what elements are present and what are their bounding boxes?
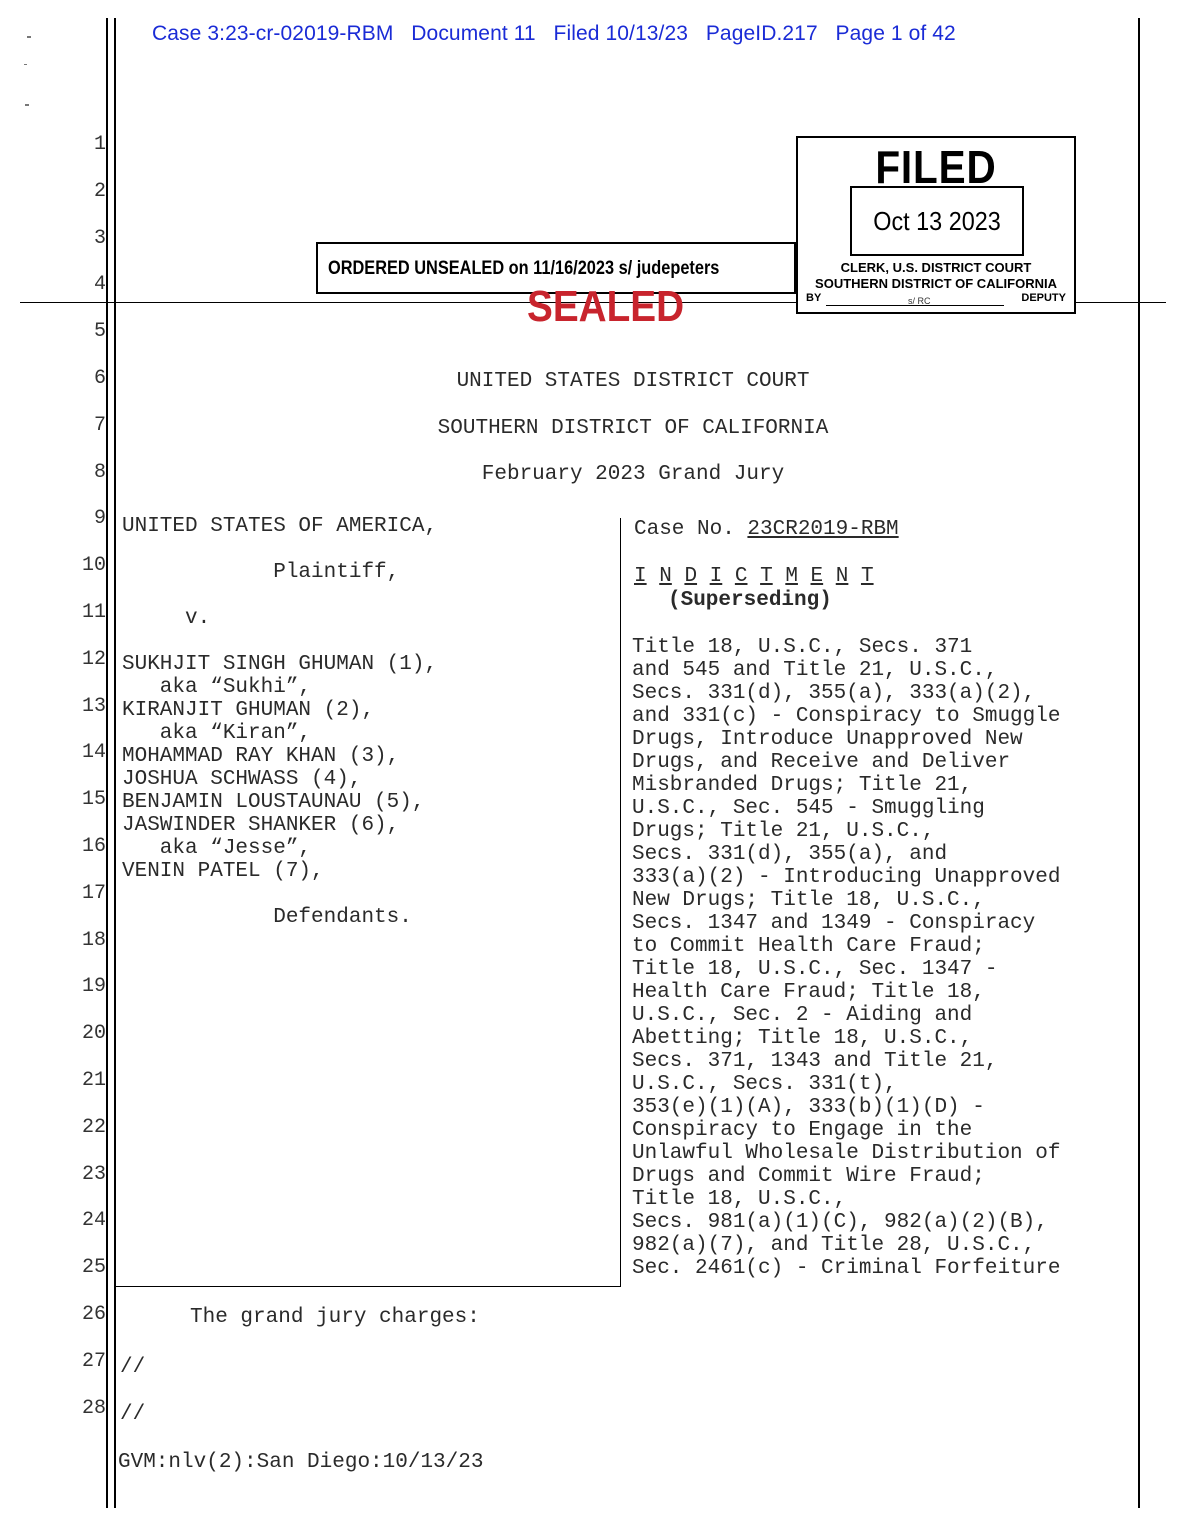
grand-jury: February 2023 Grand Jury xyxy=(481,463,785,486)
scan-speck xyxy=(25,104,29,106)
line-number: 13 xyxy=(81,694,106,718)
line-number: 16 xyxy=(81,835,106,858)
document-type-letter: T xyxy=(760,565,773,588)
superseding-label: (Superseding) xyxy=(668,589,832,612)
filed-by-label: BY xyxy=(806,292,822,304)
line-number: 17 xyxy=(81,881,106,905)
scan-speck xyxy=(24,64,27,65)
left-margin-rule-outer xyxy=(106,18,108,1508)
caption-bottom-rule xyxy=(116,1286,621,1287)
line-number: 26 xyxy=(81,1303,106,1326)
line-number: 7 xyxy=(93,413,106,437)
document-type-letter: C xyxy=(734,565,748,588)
charges-list: Title 18, U.S.C., Secs. 371 and 545 and Title 21, U.S.C., Secs. 331(d), 355(a), 333(a)(2), and 331(c) - Conspiracy to Smuggle Drugs, Introduce Unapproved New Drugs, and Receive and Deliver Misbranded Drugs; Title 21, U.S.C., Sec. 545 - Smuggling Drugs; Title 21, U.S.C., Secs. 331(d), 355(a), and 333(a)(2) - Introducing Unapproved New Drugs; Title 18, U.S.C., Secs. 1347 and 1349 - Conspiracy to Commit Health Care Fraud; Title 18, U.S.C., Sec. 1347 - Health Care Fraud; Title 18, U.S.C., Sec. 2 - Aiding and Abetting; Title 18, U.S.C., Secs. 371, 1343 and Title 21, U.S.C., Secs. 331(t), 353(e)(1)(A), 333(b)(1)(D) - Conspiracy to Engage in the Unlawful Wholesale Distribution of Drugs and Commit Wire Fraud; Title 18, U.S.C., Secs. 981(a)(1)(C), 982(a)(2)(B), 982(a)(7), and Title 28, U.S.C., Sec. 2461(c) - Criminal Forfeiture xyxy=(632,636,1061,1280)
line-number: 9 xyxy=(93,507,106,531)
filed-district: SOUTHERN DISTRICT OF CALIFORNIA xyxy=(815,276,1057,291)
line-number: 3 xyxy=(93,226,106,250)
line-number: 20 xyxy=(81,1022,106,1046)
line-number: 22 xyxy=(81,1115,106,1139)
right-margin-rule xyxy=(1138,18,1140,1508)
line-number: 11 xyxy=(81,601,106,624)
line-number: 14 xyxy=(81,741,106,765)
filed-deputy-label: DEPUTY xyxy=(1021,292,1066,304)
case-number: 23CR2019-RBM xyxy=(747,518,899,541)
line-number: 25 xyxy=(81,1256,106,1280)
line-number: 28 xyxy=(81,1396,106,1420)
continuation-marker: // xyxy=(120,1356,146,1379)
filed-clerk: CLERK, U.S. DISTRICT COURT xyxy=(840,260,1032,275)
line-number: 24 xyxy=(81,1209,106,1233)
unsealed-stamp-text: ORDERED UNSEALED on 11/16/2023 s/ judepeters xyxy=(328,258,720,279)
filed-stamp-title: FILED xyxy=(875,141,997,193)
document-type-letter: E xyxy=(810,565,824,588)
line-number: 12 xyxy=(81,647,106,671)
filed-date-box xyxy=(850,186,1024,256)
document-type-letter: D xyxy=(684,565,698,588)
filed-stamp xyxy=(796,136,1076,314)
line-number: 27 xyxy=(81,1349,106,1373)
line-number: 6 xyxy=(93,367,106,390)
line-number: 4 xyxy=(93,273,106,297)
line-number: 19 xyxy=(81,975,106,999)
filed-date: Oct 13 2023 xyxy=(873,206,1001,236)
document-type-letter: M xyxy=(785,565,798,588)
line-number: 2 xyxy=(93,179,106,203)
line-number: 1 xyxy=(93,133,106,156)
charges-intro: The grand jury charges: xyxy=(190,1306,480,1329)
scan-speck xyxy=(27,36,31,38)
document-type xyxy=(634,565,874,588)
line-number: 15 xyxy=(81,788,106,812)
document-type-letter: T xyxy=(860,565,874,588)
footer-initials: GVM:nlv(2):San Diego:10/13/23 xyxy=(118,1451,484,1474)
case-number-label: Case No. xyxy=(634,518,748,541)
case-header-stamp: Case 3:23-cr-02019-RBM Document 11 Filed 10/13/23 PageID.217 Page 1 of 42 xyxy=(152,22,956,45)
sealed-stamp: SEALED xyxy=(527,282,685,331)
line-number: 21 xyxy=(81,1069,106,1092)
document-type-letter: N xyxy=(659,565,672,588)
left-margin-rule-inner xyxy=(114,18,116,1508)
filed-initials: s/ RC xyxy=(908,296,931,306)
court-name: UNITED STATES DISTRICT COURT xyxy=(456,370,810,393)
caption-divider xyxy=(620,518,621,1286)
document-type-letter: I xyxy=(709,565,723,588)
line-number: 8 xyxy=(93,460,106,484)
continuation-marker: // xyxy=(120,1403,146,1426)
court-district: SOUTHERN DISTRICT OF CALIFORNIA xyxy=(437,417,829,440)
line-number: 5 xyxy=(93,320,106,344)
caption-parties: UNITED STATES OF AMERICA, Plaintiff, v. SUKHJIT SINGH GHUMAN (1), aka “Sukhi”, KIRANJIT GHUMAN (2), aka “Kiran”, MOHAMMAD RAY KHAN (3), JOSHUA SCHWASS (4), BENJAMIN LOUSTAUNAU (5), JASWINDER SHANKER (6), aka “Jesse”, VENIN PATEL (7), Defendants. xyxy=(122,515,438,929)
line-number: 10 xyxy=(81,554,106,578)
document-type-letter: I xyxy=(634,565,647,588)
line-number: 18 xyxy=(81,928,106,952)
case-number-line xyxy=(634,518,899,541)
line-number: 23 xyxy=(81,1162,106,1186)
document-type-letter: N xyxy=(835,565,849,588)
